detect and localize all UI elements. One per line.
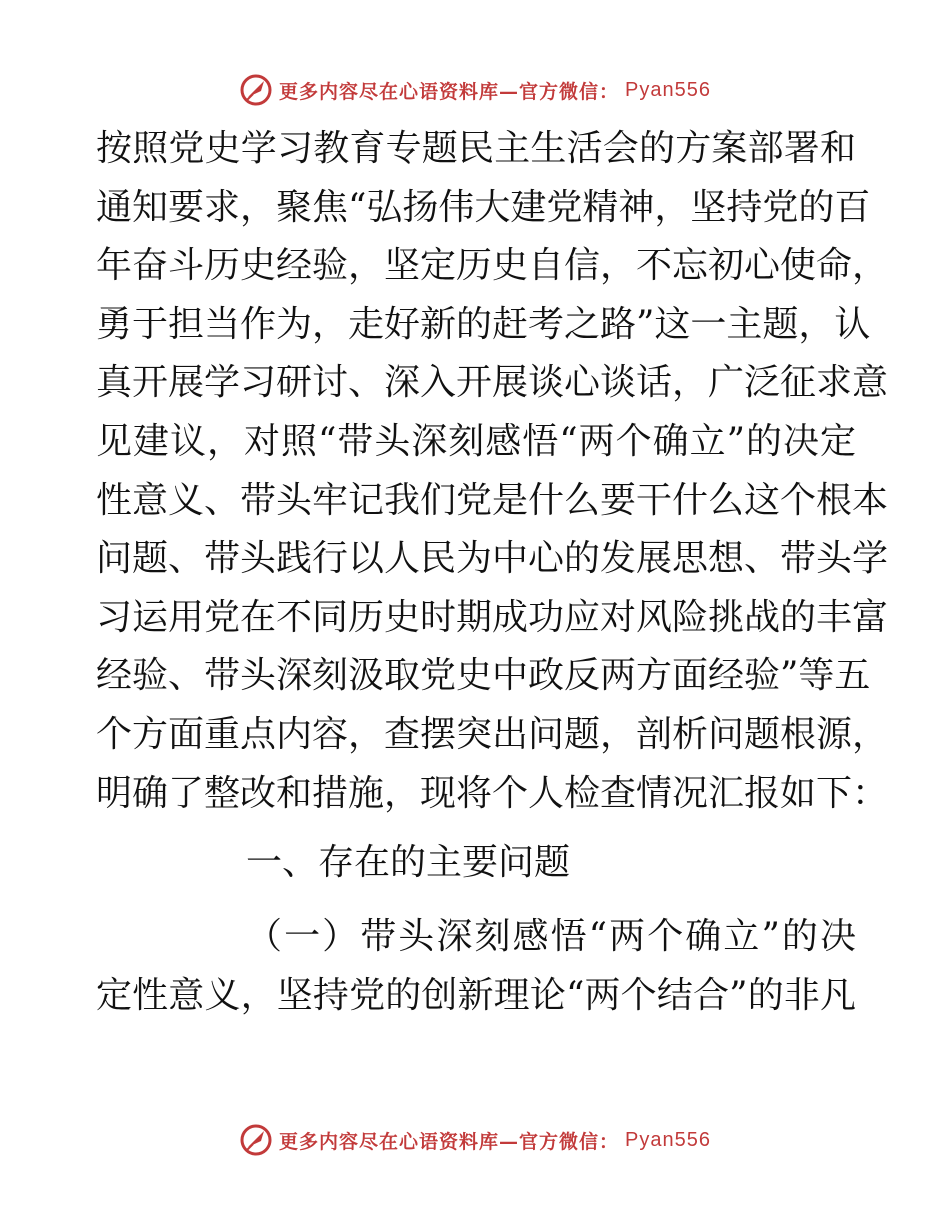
paragraph-line: 问题、带头践行以人民为中心的发展思想、带头学 bbox=[96, 538, 889, 580]
watermark-wechat-id: Pyan556 bbox=[625, 1128, 711, 1151]
paragraph-line: 真开展学习研讨、深入开展谈心谈话，广泛征求意 bbox=[96, 362, 889, 404]
paragraph-line: 见建议，对照“带头深刻感悟“两个确立”的决定 bbox=[96, 420, 856, 462]
watermark-text: 更多内容尽在心语资料库—官方微信： bbox=[279, 1130, 620, 1153]
paragraph-line: 按照党史学习教育专题民主生活会的方案部署和 bbox=[96, 128, 856, 169]
subsection-line: 定性意义，坚持党的创新理论“两个结合”的非凡 bbox=[96, 974, 856, 1016]
quill-logo-icon bbox=[239, 73, 273, 107]
paragraph-line: 勇于担当作为，走好新的赶考之路”这一主题，认 bbox=[96, 303, 871, 345]
paragraph-line: 年奋斗历史经验，坚定历史自信，不忘初心使命， bbox=[96, 245, 889, 287]
paragraph-line: 经验、带头深刻汲取党史中政反两方面经验”等五 bbox=[96, 655, 871, 697]
paragraph-line: 通知要求，聚焦“弘扬伟大建党精神，坚持党的百 bbox=[96, 186, 871, 228]
document-body bbox=[96, 120, 889, 823]
section-heading: 一、存在的主要问题 bbox=[246, 842, 571, 883]
quill-logo-icon bbox=[239, 1123, 273, 1157]
watermark-header bbox=[0, 70, 950, 110]
watermark-footer bbox=[0, 1120, 950, 1160]
subsection-body bbox=[96, 908, 856, 1025]
paragraph-line: 习运用党在不同历史时期成功应对风险挑战的丰富 bbox=[96, 596, 889, 638]
paragraph-line: 个方面重点内容，查摆突出问题，剖析问题根源， bbox=[96, 713, 889, 755]
paragraph-line: 性意义、带头牢记我们党是什么要干什么这个根本 bbox=[96, 479, 889, 521]
watermark-text: 更多内容尽在心语资料库—官方微信： bbox=[279, 80, 620, 103]
paragraph-line: 明确了整改和措施，现将个人检查情况汇报如下： bbox=[96, 772, 889, 814]
watermark-wechat-id: Pyan556 bbox=[625, 78, 711, 101]
subsection-line: （一）带头深刻感悟“两个确立”的决 bbox=[246, 916, 856, 957]
